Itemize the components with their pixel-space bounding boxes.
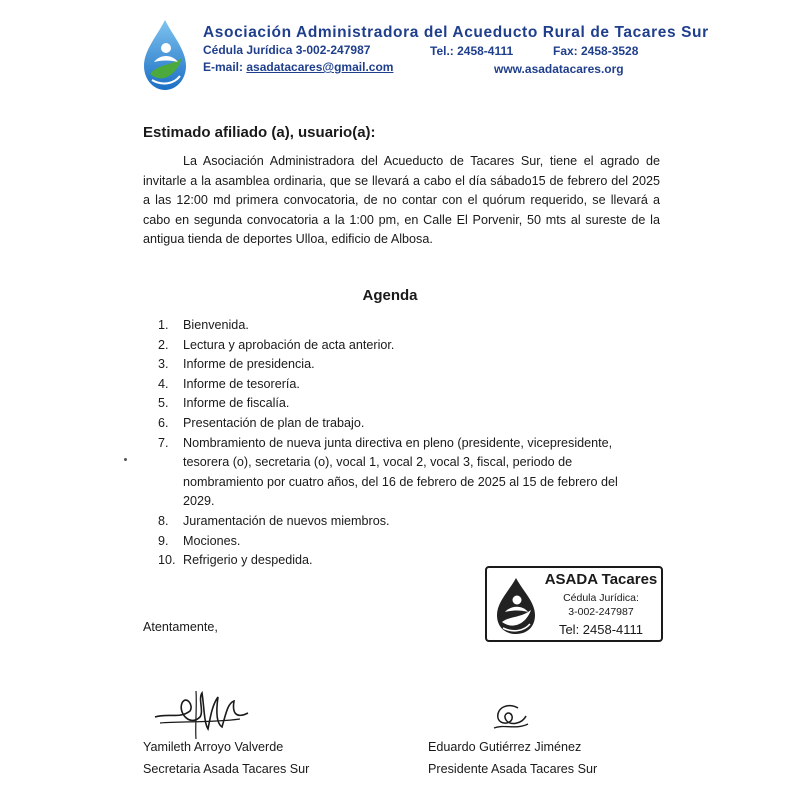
greeting: Estimado afiliado (a), usuario(a): bbox=[143, 124, 376, 141]
agenda-item-number: 10. bbox=[158, 553, 176, 568]
agenda-item bbox=[158, 434, 633, 512]
agenda-item bbox=[158, 375, 633, 395]
agenda-item-text: Presentación de plan de trabajo. bbox=[183, 415, 365, 430]
closing-salutation: Atentamente, bbox=[143, 620, 218, 634]
agenda-item-text: Bienvenida. bbox=[183, 318, 249, 332]
agenda-item-text: Refrigerio y despedida. bbox=[183, 553, 313, 568]
agenda-item-text: Mociones. bbox=[183, 533, 241, 548]
agenda-title: Agenda bbox=[362, 287, 418, 304]
stamp-cedula-label: Cédula Jurídica: bbox=[563, 592, 639, 604]
agenda-item-number: 2. bbox=[158, 337, 169, 352]
agenda-item bbox=[158, 394, 633, 414]
agenda-item bbox=[158, 512, 633, 532]
agenda-item-number: 9. bbox=[158, 533, 169, 548]
agenda-item-number: 8. bbox=[158, 513, 169, 528]
agenda-item bbox=[158, 336, 633, 356]
agenda-item-text: Lectura y aprobación de acta anterior. bbox=[183, 337, 395, 352]
email-link[interactable]: asadatacares@gmail.com bbox=[246, 60, 394, 74]
phone-number: Tel.: 2458-4111 bbox=[430, 44, 514, 58]
legal-id: Cédula Jurídica 3-002-247987 bbox=[203, 43, 371, 57]
agenda-list bbox=[158, 316, 633, 571]
stamp-cedula-number: 3-002-247987 bbox=[568, 606, 634, 618]
secretary-signature-icon bbox=[150, 683, 255, 743]
president-name: Eduardo Gutiérrez Jiménez bbox=[428, 740, 582, 754]
fax-number: Fax: 2458-3528 bbox=[553, 44, 639, 58]
agenda-item-text: Informe de tesorería. bbox=[183, 376, 300, 391]
water-drop-logo-icon bbox=[140, 18, 190, 92]
secretary-name: Yamileth Arroyo Valverde bbox=[143, 740, 284, 754]
organization-stamp bbox=[485, 566, 663, 642]
agenda-item-text: Informe de fiscalía. bbox=[183, 396, 290, 411]
agenda-item-text: Juramentación de nuevos miembros. bbox=[183, 513, 390, 528]
agenda-item-number: 3. bbox=[158, 357, 169, 372]
agenda-item bbox=[158, 355, 633, 375]
agenda-item-number: 6. bbox=[158, 415, 169, 430]
stamp-phone: Tel: 2458-4111 bbox=[558, 622, 644, 637]
organization-name: Asociación Administradora del Acueducto Rural de Tacares Sur bbox=[203, 24, 709, 41]
president-signature-icon bbox=[488, 700, 532, 736]
email-label: E-mail: bbox=[203, 60, 247, 74]
president-role: Presidente Asada Tacares Sur bbox=[428, 762, 598, 776]
stamp-logo-icon bbox=[493, 576, 539, 636]
email-line bbox=[203, 60, 393, 74]
agenda-item-number: 5. bbox=[158, 396, 169, 411]
website-link[interactable]: www.asadatacares.org bbox=[494, 62, 624, 76]
agenda-item bbox=[158, 316, 633, 336]
agenda-item bbox=[158, 532, 633, 552]
intro-paragraph: La Asociación Administradora del Acueducto de Tacares Sur, tiene el agrado de invitarle a la asamblea ordinaria, que se llevará a cabo el día sábado15 de febrero del 2025 a las 12:00 md primera convocatoria, de no contar con el quórum requerido, se llevará a cabo en segunda convocatoria a la 1:00 pm, en Calle El Porvenir, 50 mts al sureste de la antigua tienda de deportes Ulloa, edificio de Albosa. bbox=[143, 154, 660, 247]
agenda-item-number: 7. bbox=[158, 435, 169, 450]
agenda-item-text: Nombramiento de nueva junta directiva en pleno (presidente, vicepresidente, tesorera (o), secretaria (o), vocal 1, vocal 2, vocal 3, fiscal, periodo de nombramiento por cuatro años, del 16 de febrero de 2025 al 15 de febrero del 2029. bbox=[183, 435, 618, 509]
stray-ink-mark bbox=[124, 458, 127, 461]
agenda-item-number: 1. bbox=[158, 318, 169, 332]
agenda-item-number: 4. bbox=[158, 376, 169, 391]
agenda-item-text: Informe de presidencia. bbox=[183, 357, 315, 372]
stamp-title: ASADA Tacares bbox=[544, 571, 658, 588]
agenda-item bbox=[158, 414, 633, 434]
secretary-role: Secretaria Asada Tacares Sur bbox=[143, 762, 310, 776]
